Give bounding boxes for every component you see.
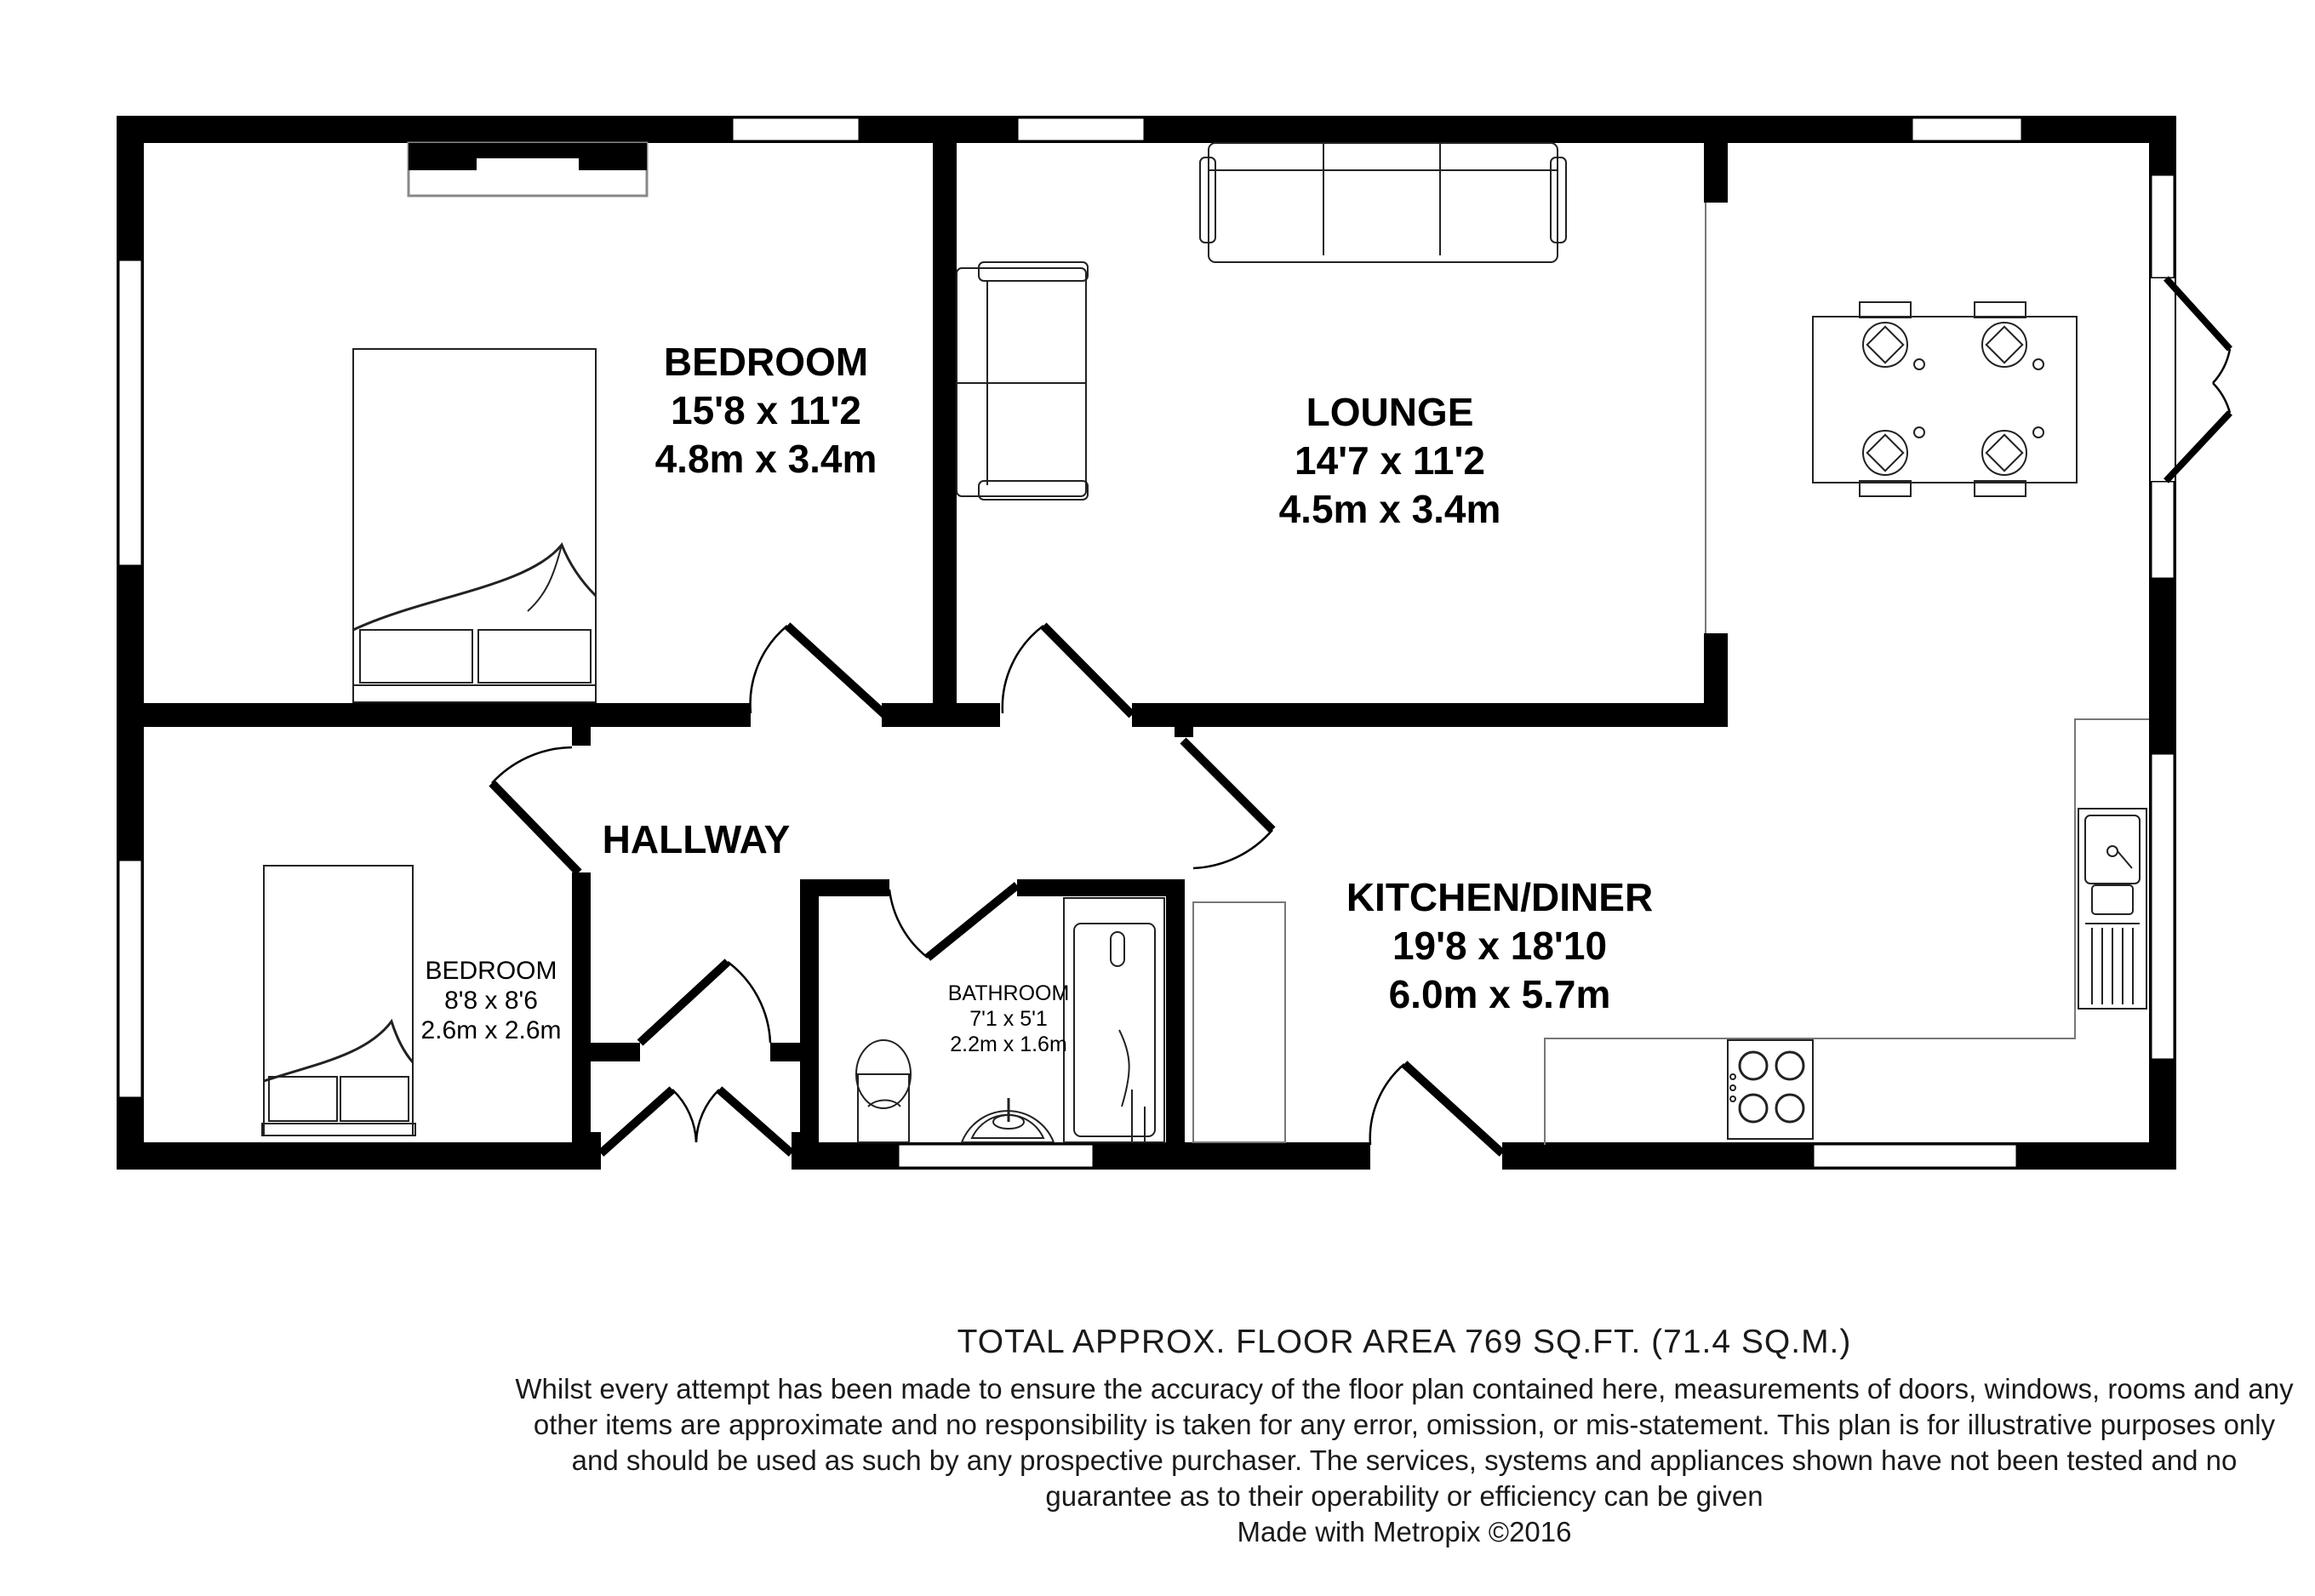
room-label-bathroom-metric: 2.2m x 1.6m — [950, 1033, 1067, 1056]
room-labels — [420, 340, 1653, 1056]
single-bed-icon — [262, 866, 415, 1136]
room-label-bathroom-imperial: 7'1 x 5'1 — [969, 1007, 1048, 1031]
partition-lines — [1545, 203, 2149, 1145]
armchair-icon — [957, 262, 1088, 500]
room-label-bedroom1-metric: 4.8m x 3.4m — [654, 437, 877, 481]
window — [898, 1144, 1094, 1168]
window — [2151, 174, 2175, 278]
total-floor-area: TOTAL APPROX. FLOOR AREA 769 SQ.FT. (71.4 SQ.M.) — [957, 1324, 1852, 1360]
window — [732, 117, 860, 141]
room-label-bathroom-name: BATHROOM — [947, 981, 1070, 1005]
room-label-bedroom2-imperial: 8'8 x 8'6 — [444, 987, 538, 1015]
bathtub-icon — [1064, 898, 1164, 1142]
window — [1813, 1144, 2017, 1168]
window — [118, 860, 142, 1098]
double-bed-icon — [353, 349, 596, 702]
windows — [118, 117, 2175, 1168]
room-label-lounge-imperial: 14'7 x 11'2 — [1295, 438, 1485, 483]
room-label-bedroom2-name: BEDROOM — [425, 957, 557, 985]
room-label-kitchen-name: KITCHEN/DINER — [1346, 875, 1654, 919]
fixtures — [262, 143, 2146, 1142]
hob-icon — [1728, 1040, 1813, 1139]
footer — [511, 1324, 2298, 1550]
appliance-icon — [1193, 902, 1285, 1142]
room-label-bedroom1-name: BEDROOM — [663, 340, 869, 384]
window — [1017, 117, 1145, 141]
room-label-hallway-name: HALLWAY — [602, 817, 791, 861]
room-label-kitchen-imperial: 19'8 x 18'10 — [1392, 924, 1608, 968]
room-label-lounge-name: LOUNGE — [1306, 390, 1474, 434]
room-label-kitchen-metric: 6.0m x 5.7m — [1388, 972, 1611, 1016]
window — [2151, 481, 2175, 579]
kitchen-sink-icon — [2078, 809, 2146, 1009]
disclaimer-text: Whilst every attempt has been made to ensure the accuracy of the floor plan contained here, measurements of doors, windows, rooms and any other items are approximate and no responsibility is taken for any error, omission, or mis-statement. This plan is for illustrative purposes only and should be used as such by any prospective purchaser. The services, systems and appliances shown have not been tested and no guarantee as to their operability or efficiency can be given — [515, 1373, 2294, 1512]
walls — [117, 116, 2176, 1170]
room-label-bedroom1-imperial: 15'8 x 11'2 — [671, 388, 861, 432]
toilet-icon — [856, 1040, 911, 1142]
room-label-lounge-metric: 4.5m x 3.4m — [1278, 487, 1501, 531]
window — [1912, 117, 2022, 141]
window — [118, 260, 142, 566]
dining-table-icon — [1813, 302, 2077, 496]
sofa-icon — [1200, 143, 1566, 262]
room-label-bedroom2-metric: 2.6m x 2.6m — [420, 1016, 562, 1044]
basin-icon — [962, 1098, 1054, 1142]
credit-text: Made with Metropix ©2016 — [1237, 1516, 1572, 1547]
window — [2151, 753, 2175, 1060]
